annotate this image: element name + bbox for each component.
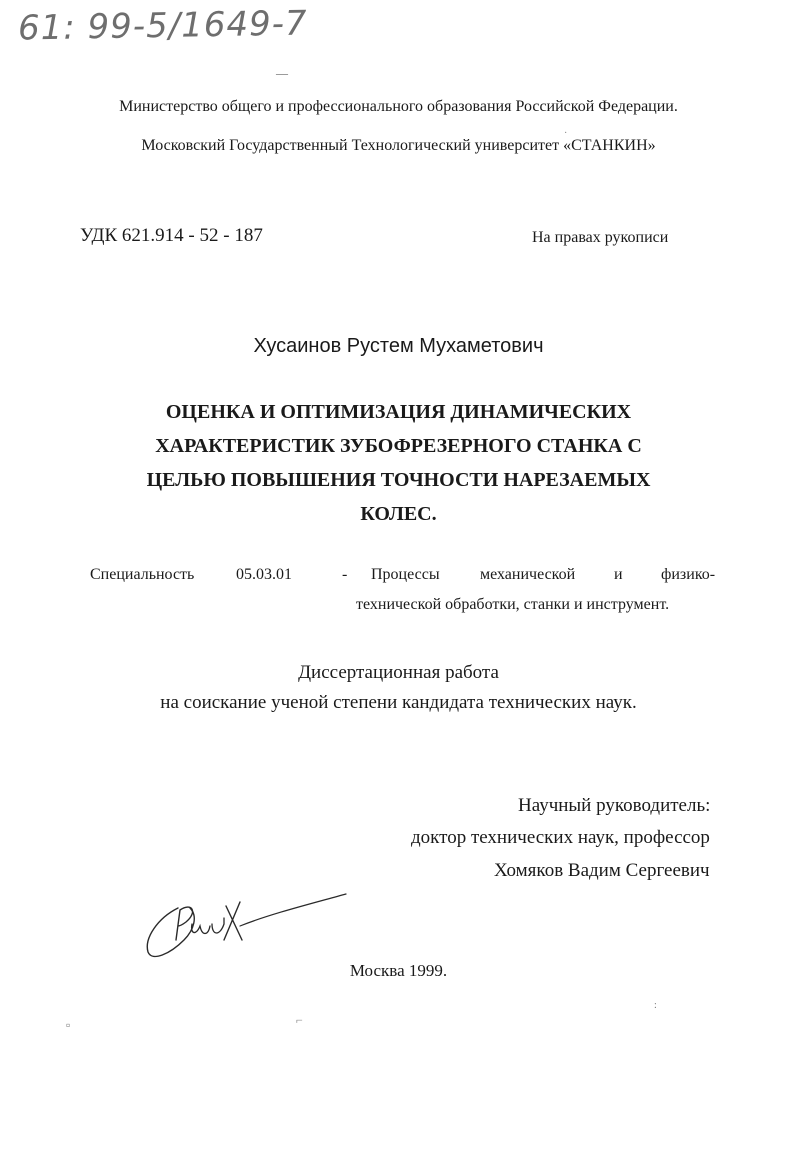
- manuscript-rights: На правах рукописи: [532, 229, 669, 246]
- specialty-word: и: [614, 566, 623, 583]
- specialty-label: Специальность: [90, 566, 195, 583]
- author-name: Хусаинов Рустем Мухаметович: [253, 335, 544, 357]
- city-year: Москва 1999.: [349, 961, 448, 980]
- thesis-title-line-1: ОЦЕНКА И ОПТИМИЗАЦИЯ ДИНАМИЧЕСКИХ: [165, 401, 632, 423]
- archive-number: 61: 99-5/1649-7: [17, 3, 308, 49]
- specialty-dash: -: [342, 566, 348, 583]
- university-header: Московский Государственный Технологический университет «СТАНКИН»: [141, 137, 656, 154]
- scan-mark: —: [276, 66, 288, 80]
- specialty-word: механической: [480, 566, 576, 583]
- thesis-title-line-4: КОЛЕС.: [360, 503, 437, 525]
- scan-speck: ▫: [66, 1018, 71, 1032]
- supervisor-name: Хомяков Вадим Сергеевич: [494, 860, 710, 881]
- supervisor-label: Научный руководитель:: [518, 795, 711, 816]
- thesis-title-line-3: ЦЕЛЬЮ ПОВЫШЕНИЯ ТОЧНОСТИ НАРЕЗАЕМЫХ: [146, 469, 651, 491]
- thesis-title-line-2: ХАРАКТЕРИСТИК ЗУБОФРЕЗЕРНОГО СТАНКА С: [155, 435, 642, 457]
- specialty-word: физико-: [661, 566, 716, 583]
- specialty-description-line-2: технической обработки, станки и инструмент.: [356, 596, 670, 613]
- scan-speck: ·: [564, 128, 568, 139]
- supervisor-signature: [140, 888, 350, 963]
- supervisor-degree: доктор технических наук, профессор: [411, 827, 710, 848]
- scan-speck: :: [654, 1000, 657, 1011]
- ministry-header: Министерство общего и профессионального образования Российской Федерации.: [119, 98, 678, 115]
- udk-code: УДК 621.914 - 52 - 187: [80, 225, 263, 246]
- dissertation-degree: на соискание ученой степени кандидата технических наук.: [160, 692, 637, 713]
- specialty-word: Процессы: [371, 566, 440, 583]
- specialty-code: 05.03.01: [236, 566, 292, 583]
- dissertation-type: Диссертационная работа: [298, 662, 499, 683]
- scan-speck: ⌐: [296, 1013, 303, 1027]
